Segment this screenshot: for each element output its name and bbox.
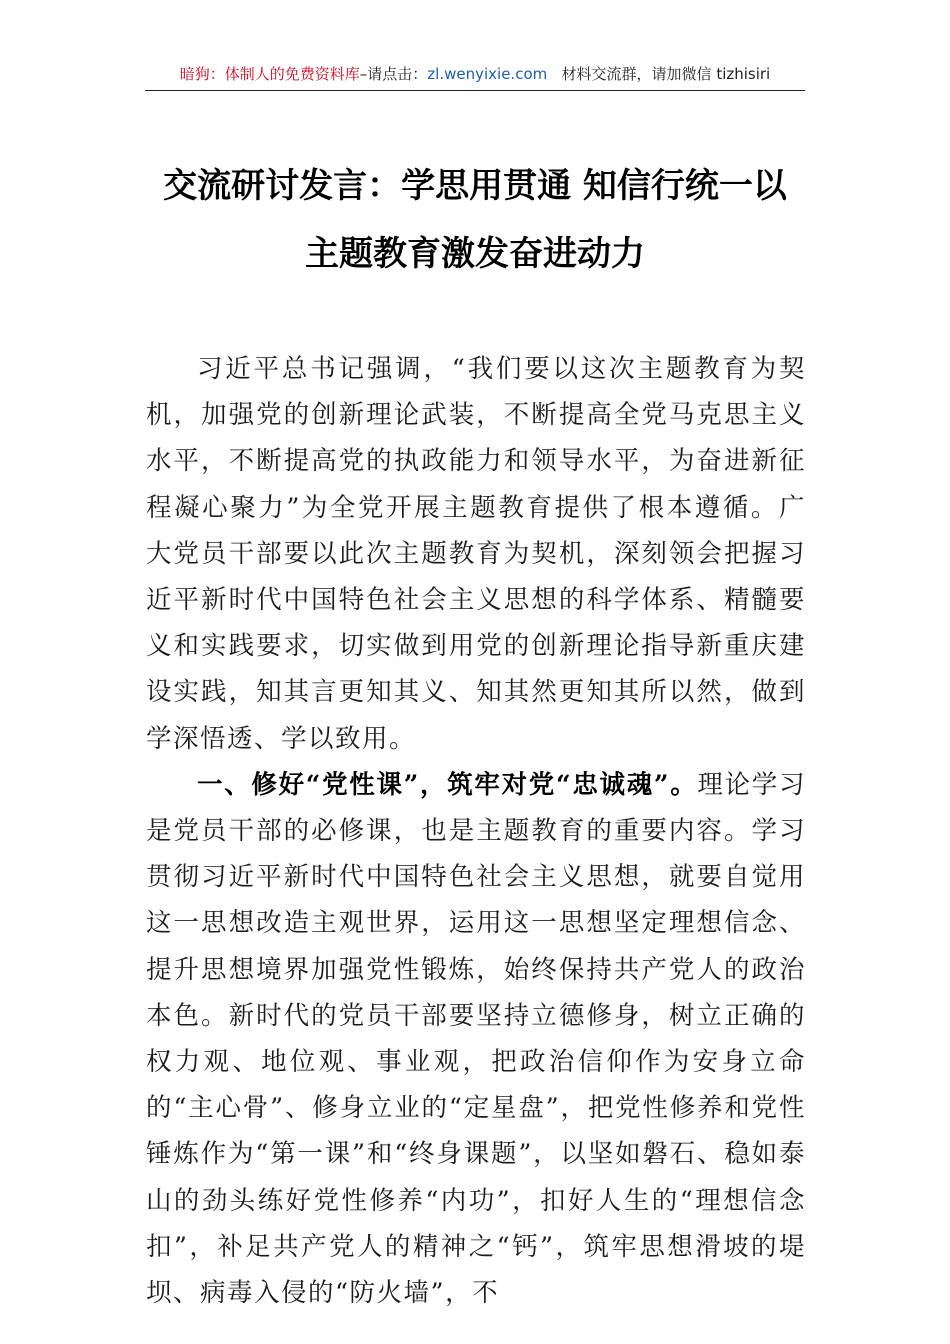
header-click-prompt: –请点击： [359, 65, 428, 83]
header-url-link[interactable]: zl.wenyixie.com [427, 65, 548, 83]
paragraph-intro: 习近平总书记强调，“我们要以这次主题教育为契机，加强党的创新理论武装，不断提高全党马克思主义水平，不断提高党的执政能力和领导水平，为奋进新征程凝心聚力”为全党开展主题教育提供了根本遵循。广大党员干部要以此次主题教育为契机，深刻领会把握习近平新时代中国特色社会主义思想的科学体系、精髓要义和实践要求，切实做到用党的创新理论指导新重庆建设实践，知其言更知其义、知其然更知其所以然，做到学深悟透、学以致用。 [146, 354, 806, 754]
header-site-name: 暗狗：体制人的免费资料库 [179, 65, 360, 83]
section-1-body: 理论学习是党员干部的必修课，也是主题教育的重要内容。学习贯彻习近平新时代中国特色社会主义思想，就要自觉用这一思想改造主观世界，运用这一思想坚定理想信念、提升思想境界加强党性锻炼，始终保持共产党人的政治本色。新时代的党员干部要坚持立德修身，树立正确的权力观、地位观、事业观，把政治信仰作为安身立命的“主心骨”、修身立业的“定星盘”，把党性修养和党性锤炼作为“第一课”和“终身课题”，以坚如磐石、稳如泰山的劲头练好党性修养“内功”，扣好人生的“理想信念扣”，补足共产党人的精神之“钙”，筑牢思想滑坡的堤坝、病毒入侵的“防火墙”，不 [146, 769, 806, 1309]
header-wechat-note: 材料交流群，请加微信 tizhisiri [561, 65, 771, 83]
document-title [110, 152, 840, 288]
title-line-2: 主题教育激发奋进动力 [305, 234, 645, 274]
paragraph-section-1 [146, 762, 806, 1316]
title-line-1: 交流研讨发言：学思用贯通 知信行统一以 [163, 166, 787, 206]
section-1-heading: 一、修好“党性课”，筑牢对党“忠诚魂”。 [197, 769, 698, 800]
page-header [145, 62, 805, 91]
document-body [146, 346, 806, 1316]
